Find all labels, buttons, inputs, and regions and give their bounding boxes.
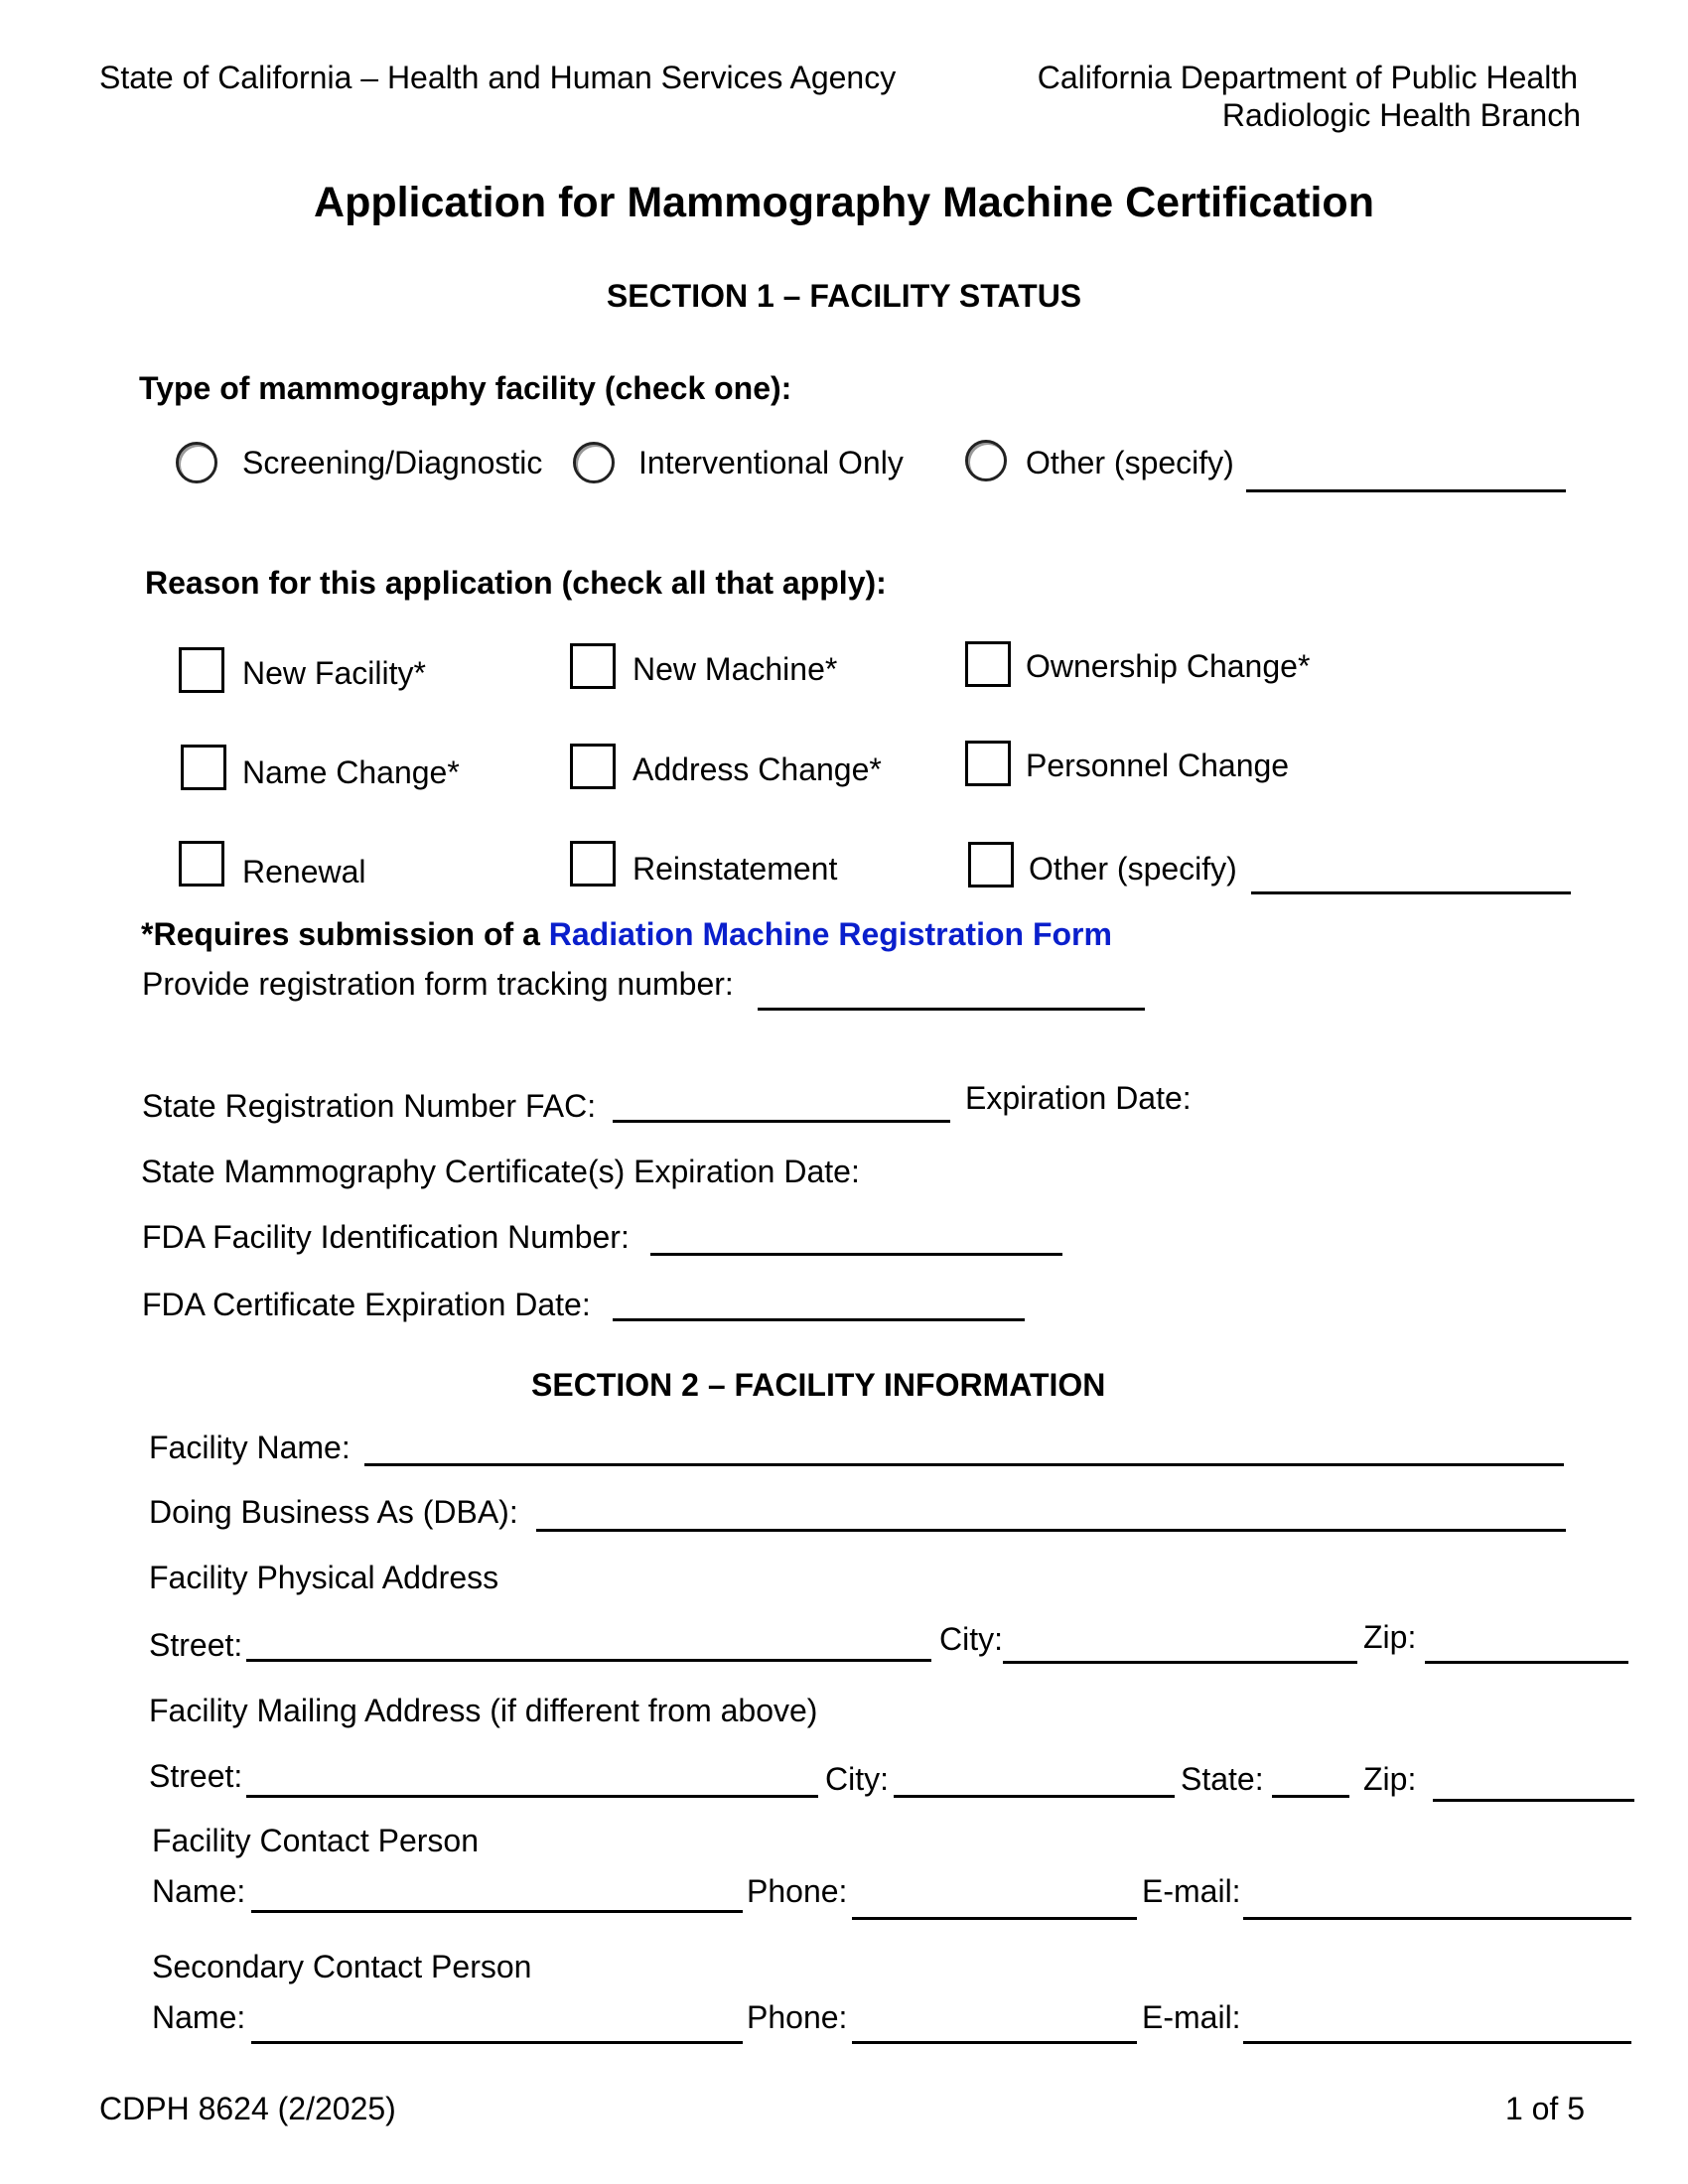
mailing-street-input[interactable]	[246, 1795, 818, 1798]
radio-other[interactable]	[965, 440, 1007, 481]
radio-label-other: Other (specify)	[1026, 445, 1234, 480]
label-renewal: Renewal	[242, 854, 366, 889]
label-other: Other (specify)	[1029, 851, 1237, 887]
contact-email-label: E-mail:	[1142, 1873, 1241, 1909]
physical-city-input[interactable]	[1003, 1661, 1357, 1664]
physical-zip-label: Zip:	[1363, 1619, 1417, 1655]
secondary-name-input[interactable]	[251, 2041, 743, 2044]
facility-name-label: Facility Name:	[149, 1430, 351, 1465]
secondary-email-input[interactable]	[1243, 2041, 1631, 2044]
contact-name-input[interactable]	[251, 1910, 743, 1913]
page-title: Application for Mammography Machine Certification	[314, 179, 1374, 226]
state-mammo-cert-label: State Mammography Certificate(s) Expiration Date:	[141, 1154, 860, 1189]
tracking-number-input[interactable]	[758, 1008, 1145, 1011]
physical-street-input[interactable]	[246, 1659, 931, 1662]
mailing-zip-label: Zip:	[1363, 1761, 1417, 1797]
dba-label: Doing Business As (DBA):	[149, 1494, 518, 1530]
mailing-address-label: Facility Mailing Address (if different from above)	[149, 1693, 818, 1728]
label-personnel-change: Personnel Change	[1026, 748, 1290, 783]
fda-exp-label: FDA Certificate Expiration Date:	[142, 1287, 591, 1322]
requires-note	[141, 918, 1112, 950]
physical-zip-input[interactable]	[1425, 1661, 1628, 1664]
label-new-machine: New Machine*	[633, 651, 838, 687]
mailing-city-input[interactable]	[894, 1795, 1175, 1798]
radio-label-screening-diagnostic: Screening/Diagnostic	[242, 445, 543, 480]
mailing-zip-input[interactable]	[1433, 1799, 1634, 1802]
secondary-phone-label: Phone:	[747, 1999, 848, 2035]
mailing-street-label: Street:	[149, 1758, 243, 1794]
checkbox-ownership-change[interactable]	[965, 641, 1011, 687]
radio-interventional-only[interactable]	[573, 442, 615, 483]
section1-heading: SECTION 1 – FACILITY STATUS	[606, 278, 1082, 314]
tracking-number-label: Provide registration form tracking number:	[142, 966, 734, 1002]
expiration-date-label: Expiration Date:	[965, 1080, 1192, 1116]
mailing-state-input[interactable]	[1272, 1795, 1349, 1798]
radio-screening-diagnostic[interactable]	[176, 442, 217, 483]
physical-city-label: City:	[939, 1621, 1003, 1657]
reason-other-input[interactable]	[1251, 891, 1571, 894]
contact-person-label: Facility Contact Person	[152, 1823, 480, 1858]
secondary-name-label: Name:	[152, 1999, 246, 2035]
checkbox-name-change[interactable]	[181, 745, 226, 790]
checkbox-new-machine[interactable]	[570, 643, 616, 689]
contact-email-input[interactable]	[1243, 1917, 1631, 1920]
label-address-change: Address Change*	[633, 751, 882, 787]
physical-address-label: Facility Physical Address	[149, 1560, 499, 1595]
branch-name: Radiologic Health Branch	[1221, 97, 1581, 133]
mailing-state-label: State:	[1181, 1761, 1264, 1797]
page-number: 1 of 5	[1504, 2091, 1585, 2126]
department-name: California Department of Public Health	[1037, 60, 1578, 95]
secondary-contact-label: Secondary Contact Person	[152, 1949, 532, 1984]
state-reg-input[interactable]	[613, 1120, 950, 1123]
agency-name: State of California – Health and Human Services Agency	[99, 60, 897, 95]
facility-name-input[interactable]	[364, 1463, 1564, 1466]
registration-form-link[interactable]: Radiation Machine Registration Form	[548, 916, 1112, 952]
reason-question: Reason for this application (check all that apply):	[145, 565, 887, 601]
radio-label-interventional-only: Interventional Only	[638, 445, 904, 480]
fda-exp-input[interactable]	[613, 1318, 1025, 1321]
contact-name-label: Name:	[152, 1873, 246, 1909]
label-name-change: Name Change*	[242, 754, 460, 790]
checkbox-personnel-change[interactable]	[965, 741, 1011, 786]
secondary-phone-input[interactable]	[852, 2041, 1137, 2044]
fda-id-label: FDA Facility Identification Number:	[142, 1219, 630, 1255]
secondary-email-label: E-mail:	[1142, 1999, 1241, 2035]
mailing-city-label: City:	[825, 1761, 889, 1797]
label-reinstatement: Reinstatement	[633, 851, 838, 887]
facility-type-other-input[interactable]	[1246, 489, 1566, 492]
form-id: CDPH 8624 (2/2025)	[99, 2091, 396, 2126]
fda-id-input[interactable]	[650, 1253, 1062, 1256]
facility-type-question: Type of mammography facility (check one):	[139, 370, 792, 406]
requires-note-text: *Requires submission of a	[141, 916, 549, 952]
contact-phone-input[interactable]	[852, 1917, 1137, 1920]
section2-heading: SECTION 2 – FACILITY INFORMATION	[531, 1367, 1106, 1403]
contact-phone-label: Phone:	[747, 1873, 848, 1909]
state-reg-label: State Registration Number FAC:	[142, 1088, 597, 1124]
label-ownership-change: Ownership Change*	[1026, 648, 1311, 684]
checkbox-reinstatement[interactable]	[570, 841, 616, 887]
physical-street-label: Street:	[149, 1627, 243, 1663]
checkbox-new-facility[interactable]	[179, 647, 224, 693]
label-new-facility: New Facility*	[242, 655, 426, 691]
checkbox-address-change[interactable]	[570, 744, 616, 789]
dba-input[interactable]	[536, 1529, 1566, 1532]
checkbox-renewal[interactable]	[179, 841, 224, 887]
checkbox-other[interactable]	[968, 842, 1014, 887]
